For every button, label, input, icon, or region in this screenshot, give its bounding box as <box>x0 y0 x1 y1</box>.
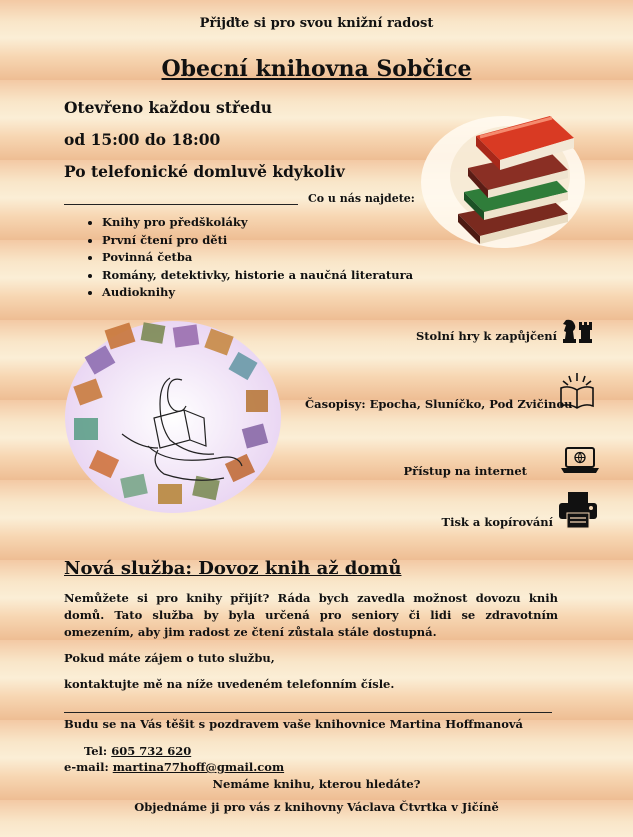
phone-row <box>84 744 191 758</box>
phone-label: Tel: <box>84 744 108 758</box>
list-item: • Knihy pro předškoláky <box>102 214 413 232</box>
hours-time: od 15:00 do 18:00 <box>64 130 221 149</box>
email-label: e-mail: <box>64 760 109 774</box>
laptop-icon <box>560 446 600 474</box>
printer-icon <box>558 491 598 529</box>
delivery-contact: kontaktujte mě na níže uvedeném telefonním čísle. <box>64 677 395 691</box>
list-item: • První čtení pro děti <box>102 232 413 250</box>
offer-heading: Co u nás najdete: <box>308 192 415 205</box>
service-internet-label: Přístup na internet <box>403 464 527 478</box>
hours-by-phone: Po telefonické domluvě kdykoliv <box>64 162 345 181</box>
greeting: Budu se na Vás těšit s pozdravem vaše knihovnice Martina Hoffmanová <box>64 717 524 731</box>
tagline: Přijďte si pro svou knižní radost <box>199 16 434 31</box>
open-book-icon <box>558 372 596 410</box>
footer-rule <box>64 712 552 713</box>
page-title: Obecní knihovna Sobčice <box>161 56 472 82</box>
email-row <box>64 760 284 774</box>
closing-text: Objednáme ji pro vás z knihovny Václava Čtvrtka v Jičíně <box>134 800 499 814</box>
service-print-label: Tisk a kopírování <box>441 515 553 529</box>
chess-pieces-icon <box>560 314 594 344</box>
service-games-label: Stolní hry k zapůjčení <box>415 329 557 343</box>
service-magazines-label: Časopisy: Epocha, Sluníčko, Pod Zvičinou <box>305 397 573 411</box>
reading-woman-illustration <box>62 318 284 516</box>
question-text: Nemáme knihu, kterou hledáte? <box>212 777 421 791</box>
books-stack-icon <box>418 96 588 256</box>
list-item: • Povinná četba <box>102 249 413 267</box>
list-item: • Audioknihy <box>102 284 413 302</box>
offer-list <box>82 214 413 302</box>
email-link[interactable]: martina77hoff@gmail.com <box>112 760 285 774</box>
list-item: • Romány, detektivky, historie a naučná literatura <box>102 267 413 285</box>
phone-link[interactable]: 605 732 620 <box>111 744 192 758</box>
delivery-interest: Pokud máte zájem o tuto službu, <box>64 651 275 665</box>
delivery-paragraph: Nemůžete si pro knihy přijít? Ráda bych zavedla možnost dovozu knih domů. Tato služba by byla určená pro seniory či lidi se zdravotním omezením, aby jim radost ze čtení zůstala stále dostupná. <box>64 591 558 639</box>
heading-rule <box>64 204 298 205</box>
hours-day: Otevřeno každou středu <box>64 98 273 117</box>
delivery-heading: Nová služba: Dovoz knih až domů <box>64 558 402 579</box>
